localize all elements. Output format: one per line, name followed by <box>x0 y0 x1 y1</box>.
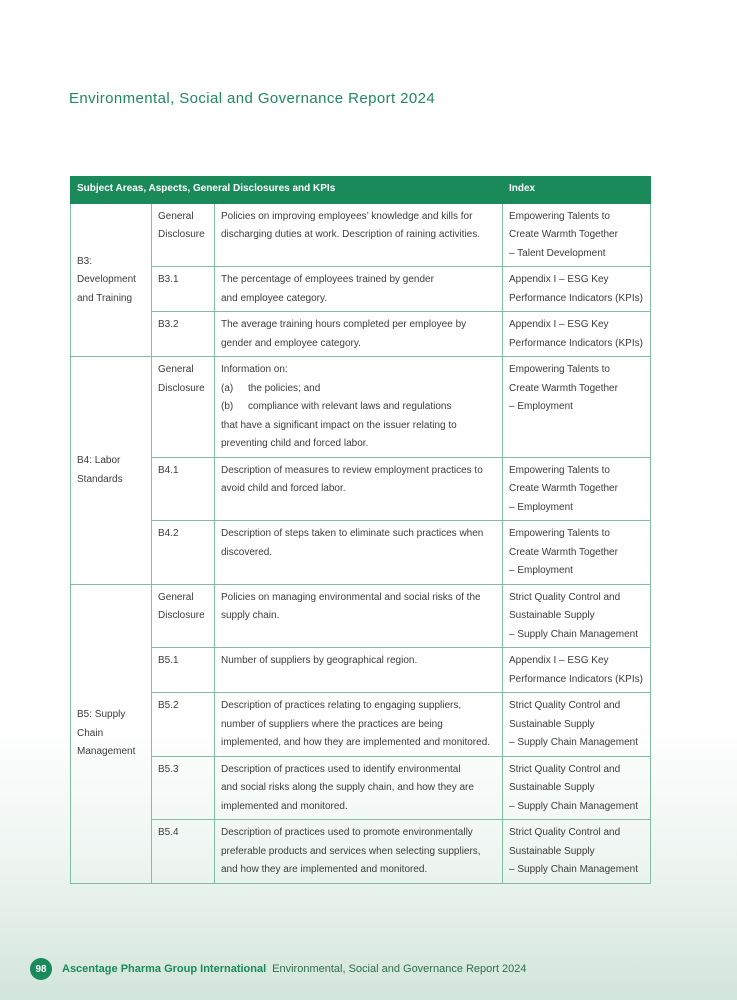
item-text: the policies; and <box>248 382 321 394</box>
description-text: preferable products and services when selecting suppliers, <box>221 845 481 857</box>
index-text: Strict Quality Control and <box>509 827 621 838</box>
description-text: number of suppliers where the practices are being <box>221 718 443 730</box>
description-cell <box>215 457 503 521</box>
index-cell <box>503 693 651 757</box>
code-cell <box>152 203 215 267</box>
description-text: Information on: <box>221 364 288 375</box>
index-cell <box>503 584 651 648</box>
index-text: Performance Indicators (KPIs) <box>509 292 643 304</box>
area-cell-b5 <box>71 584 152 883</box>
table-row <box>71 521 651 585</box>
code-cell <box>152 267 215 312</box>
area-text: Management <box>77 746 136 758</box>
page-footer <box>30 958 527 980</box>
index-text: Sustainable Supply <box>509 845 595 857</box>
index-text: Empowering Talents to <box>509 364 610 375</box>
code-text: B5.4 <box>158 827 179 838</box>
index-text: – Supply Chain Management <box>509 864 638 875</box>
description-text: discharging duties at work. Description of raining activities. <box>221 229 481 240</box>
code-text: General <box>158 591 194 603</box>
index-cell <box>503 457 651 521</box>
index-text: Sustainable Supply <box>509 782 595 793</box>
description-cell <box>215 756 503 820</box>
item-text: compliance with relevant laws and regulations <box>248 401 452 412</box>
index-text: Appendix I – ESG Key <box>509 319 609 330</box>
item-marker: (a) <box>221 382 234 394</box>
code-cell <box>152 584 215 648</box>
area-text: B3: <box>77 255 93 267</box>
description-text: gender and employee category. <box>221 337 361 349</box>
description-cell <box>215 267 503 312</box>
code-cell <box>152 521 215 585</box>
index-cell <box>503 521 651 585</box>
index-text: – Employment <box>509 401 573 412</box>
item-marker: (b) <box>221 401 234 412</box>
table-row <box>71 267 651 312</box>
index-cell <box>503 312 651 357</box>
table-row <box>71 584 651 648</box>
table-row <box>71 648 651 693</box>
description-text: and social risks along the supply chain, and how they are <box>221 782 474 793</box>
index-text: Sustainable Supply <box>509 610 595 621</box>
description-text: Description of practices relating to engaging suppliers, <box>221 700 462 711</box>
description-cell <box>215 357 503 458</box>
code-cell <box>152 457 215 521</box>
table-header-row <box>71 177 651 204</box>
index-text: Create Warmth Together <box>509 546 618 558</box>
index-text: – Employment <box>509 565 573 576</box>
description-text: implemented, and how they are implemented and monitored. <box>221 737 491 748</box>
index-text: Create Warmth Together <box>509 382 618 394</box>
esg-index-table <box>70 176 651 884</box>
description-cell <box>215 648 503 693</box>
index-cell <box>503 756 651 820</box>
table-row <box>71 203 651 267</box>
code-text: Disclosure <box>158 229 205 240</box>
index-cell <box>503 648 651 693</box>
description-text: The percentage of employees trained by gender <box>221 274 434 285</box>
area-text: Standards <box>77 473 123 485</box>
table-row <box>71 357 651 458</box>
index-text: Appendix I – ESG Key <box>509 655 609 666</box>
table-row <box>71 457 651 521</box>
index-text: Appendix I – ESG Key <box>509 274 609 285</box>
table-row <box>71 693 651 757</box>
index-text: Performance Indicators (KPIs) <box>509 337 643 349</box>
code-text: General <box>158 210 194 222</box>
enumerated-item <box>221 380 496 399</box>
description-text: Number of suppliers by geographical region. <box>221 655 418 666</box>
area-text: B4: Labor <box>77 455 121 467</box>
index-text: Create Warmth Together <box>509 483 618 494</box>
code-text: B5.2 <box>158 700 179 711</box>
index-text: – Supply Chain Management <box>509 800 638 812</box>
index-text: – Supply Chain Management <box>509 737 638 748</box>
code-text: B5.3 <box>158 763 179 775</box>
description-cell <box>215 820 503 884</box>
code-cell <box>152 648 215 693</box>
description-cell <box>215 693 503 757</box>
index-cell <box>503 820 651 884</box>
index-text: Create Warmth Together <box>509 229 618 240</box>
description-cell <box>215 584 503 648</box>
description-text: Policies on improving employees’ knowledge and kills for <box>221 210 473 222</box>
index-text: Strict Quality Control and <box>509 700 621 711</box>
code-cell <box>152 312 215 357</box>
code-text: Disclosure <box>158 610 205 621</box>
table-row <box>71 312 651 357</box>
code-cell <box>152 820 215 884</box>
description-text: avoid child and forced labor. <box>221 483 346 494</box>
description-text: Description of steps taken to eliminate such practices when <box>221 528 484 539</box>
column-header-index: Index <box>503 177 651 204</box>
code-text: B3.2 <box>158 319 179 330</box>
page-number-badge: 98 <box>30 958 52 980</box>
index-text: Strict Quality Control and <box>509 763 621 775</box>
area-text: B5: Supply <box>77 709 126 721</box>
footer-company-name: Ascentage Pharma Group International <box>62 963 267 975</box>
area-cell-b4 <box>71 357 152 585</box>
area-text: Development <box>77 274 136 285</box>
area-cell-b3 <box>71 203 152 357</box>
description-text: that have a significant impact on the issuer relating to <box>221 419 457 431</box>
description-cell <box>215 203 503 267</box>
description-text: and how they are implemented and monitored. <box>221 864 428 875</box>
description-text: Policies on managing environmental and social risks of the <box>221 591 481 603</box>
enumerated-item <box>221 398 496 417</box>
index-text: – Talent Development <box>509 247 606 259</box>
code-text: B4.1 <box>158 464 179 476</box>
code-text: B5.1 <box>158 655 179 666</box>
description-text: and employee category. <box>221 292 327 304</box>
index-text: – Supply Chain Management <box>509 628 638 640</box>
column-header-subject: Subject Areas, Aspects, General Disclosures and KPIs <box>71 177 503 204</box>
report-title: Environmental, Social and Governance Report 2024 <box>69 90 436 107</box>
description-text: implemented and monitored. <box>221 800 348 812</box>
code-cell <box>152 756 215 820</box>
index-text: – Employment <box>509 501 573 513</box>
index-text: Strict Quality Control and <box>509 591 621 603</box>
index-cell <box>503 267 651 312</box>
code-cell <box>152 357 215 458</box>
area-text: and Training <box>77 292 133 304</box>
description-text: preventing child and forced labor. <box>221 438 369 449</box>
description-text: The average training hours completed per employee by <box>221 319 467 330</box>
code-cell <box>152 693 215 757</box>
code-text: B4.2 <box>158 528 179 539</box>
table-row <box>71 756 651 820</box>
description-cell <box>215 312 503 357</box>
code-text: B3.1 <box>158 274 179 285</box>
footer-report-title: Environmental, Social and Governance Report 2024 <box>272 963 527 975</box>
index-text: Sustainable Supply <box>509 718 595 730</box>
table-row <box>71 820 651 884</box>
index-cell <box>503 203 651 267</box>
index-text: Empowering Talents to <box>509 528 610 539</box>
index-text: Performance Indicators (KPIs) <box>509 673 643 685</box>
description-cell <box>215 521 503 585</box>
index-text: Empowering Talents to <box>509 464 610 476</box>
code-text: General <box>158 364 194 375</box>
description-text: Description of practices used to identify environmental <box>221 763 461 775</box>
description-text: discovered. <box>221 546 273 558</box>
area-text: Chain <box>77 727 104 739</box>
description-text: Description of measures to review employment practices to <box>221 464 483 476</box>
index-text: Empowering Talents to <box>509 210 610 222</box>
code-text: Disclosure <box>158 382 205 394</box>
description-text: Description of practices used to promote environmentally <box>221 827 473 838</box>
description-text: supply chain. <box>221 610 280 621</box>
index-cell <box>503 357 651 458</box>
